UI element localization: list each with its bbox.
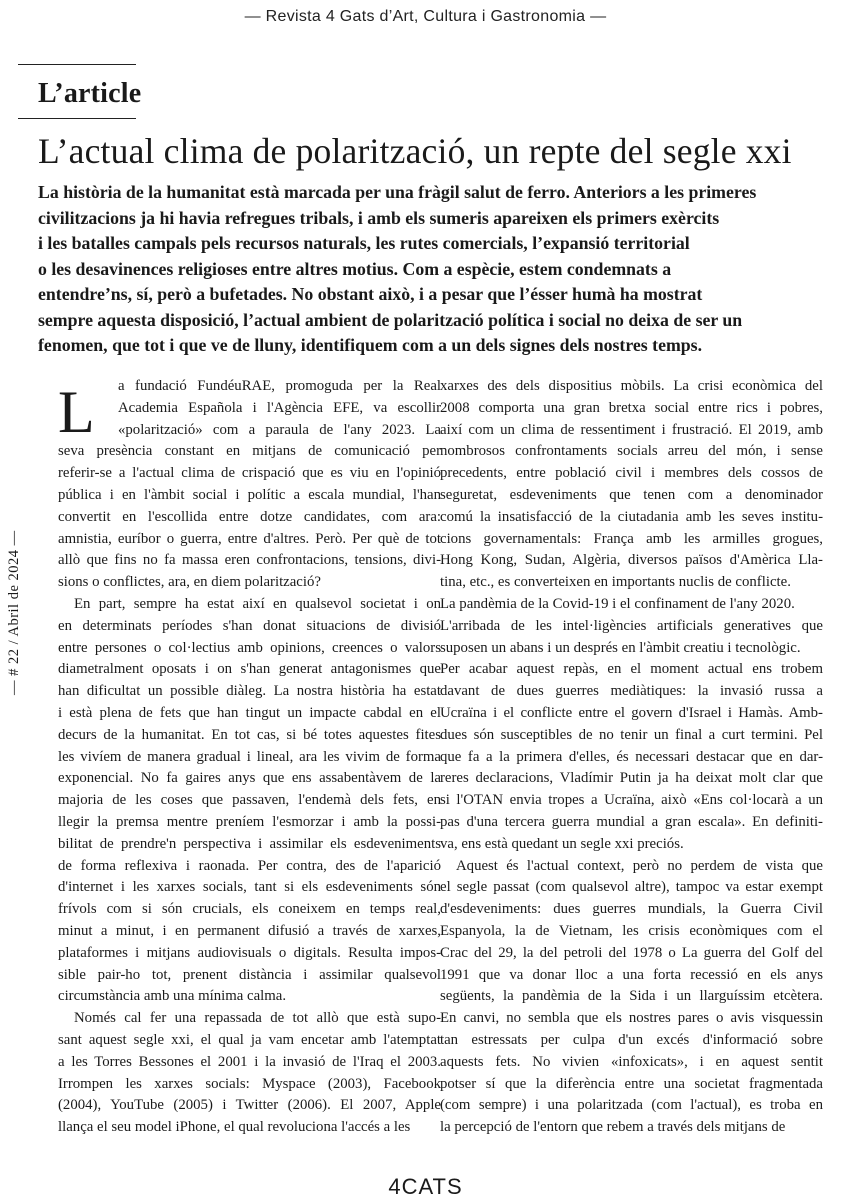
body-line: que fa a la primera d'elles, és necessari destacar que en dar- bbox=[440, 748, 823, 765]
standfirst-line: fenomen, que tot i que ve de lluny, identifiquem com a un dels signes dels nostres temps. bbox=[38, 335, 703, 355]
standfirst-line: civilitzacions ja hi havia refregues tribals, i amb els sumeris apareixen els primers exèrcits bbox=[38, 207, 720, 228]
body-line: a fundació FundéuRAE, promoguda per la Real bbox=[118, 378, 441, 394]
body-line: En part, sempre ha estat així en qualsevol societat i on bbox=[74, 595, 441, 612]
body-line: seguretat, esdeveniments que tenen com a denominador bbox=[440, 486, 823, 503]
body-line: plataformes i mitjans audiovisuals o digitals. Resulta impos- bbox=[58, 944, 441, 961]
body-line: 1991 que va donar lloc a una forta recessió en els anys bbox=[440, 966, 823, 983]
body-line: pas d'una tercera guerra mundial a gran escala». En definiti- bbox=[440, 813, 823, 830]
body-column-left bbox=[58, 376, 441, 1139]
issue-date-label: — # 22 / Abril de 2024 — bbox=[6, 530, 22, 695]
body-line: han dificultat un possible diàleg. La nostra història ha estat bbox=[58, 683, 441, 700]
body-line: seva presència constant en mitjans de comunicació per bbox=[58, 443, 441, 460]
body-line: precedents, entre població civil i membres dels cossos de bbox=[440, 465, 823, 482]
section-rule-top bbox=[18, 64, 136, 65]
masthead: — Revista 4 Gats d’Art, Cultura i Gastronomia — bbox=[244, 8, 607, 25]
body-line: aquests fets. No vivien «infoxicats», i en aquest sentit bbox=[440, 1053, 823, 1070]
body-line: sible pair-ho tot, prenent distància i assimilar qualsevol bbox=[58, 966, 441, 983]
body-line: dues són susceptibles de no tenir un final a curt termini. Pel bbox=[440, 726, 823, 743]
body-line: L'arribada de les intel·ligències artificials generatives que bbox=[440, 617, 823, 634]
body-line: majoria de les coses que passaven, l'endemà dels fets, en bbox=[58, 792, 441, 809]
body-line: diametralment oposats i on s'han generat antagonismes que bbox=[58, 661, 441, 678]
body-line: circumstància amb una mínima calma. bbox=[58, 988, 287, 1005]
body-line: Només cal fer una repassada de tot allò que està supo- bbox=[74, 1010, 441, 1027]
body-line: Aquest és l'actual context, però no perdem de vista que bbox=[456, 857, 823, 874]
body-line: llegir la premsa mentre preníem l'esmorzar i amb la possi- bbox=[58, 813, 441, 830]
body-line: en determinats períodes s'han donat situacions de divisió bbox=[58, 617, 441, 634]
body-line: la percepció de l'entorn que rebem a través dels mitjans de bbox=[440, 1119, 786, 1136]
body-line: Per acabar aquest repàs, en el moment actual ens trobem bbox=[440, 661, 823, 678]
body-line: davant de dues guerres mediàtiques: la invasió russa a bbox=[440, 683, 823, 700]
body-line: cions governamentals: França amb les armilles grogues, bbox=[440, 530, 823, 547]
body-line: minut a minut, i en permanent difusió a través de xarxes, bbox=[58, 922, 441, 939]
body-line: Academia Española i l'Agència EFE, va escollir bbox=[118, 399, 441, 416]
body-line: Irrompen les xarxes socials: Myspace (2003), Facebook bbox=[58, 1075, 441, 1092]
body-line: va, ens està quedant un segle xxi preciós. bbox=[440, 835, 684, 852]
section-label-box bbox=[18, 64, 142, 121]
body-line: suposen un abans i un després en l'àmbit creatiu i tecnològic. bbox=[440, 639, 801, 656]
body-line: següents, la pandèmia de la Sida i un llarguíssim etcètera. bbox=[440, 988, 823, 1005]
body-line: decurs de la humanitat. En tot cas, si bé totes aquestes fites bbox=[58, 726, 441, 743]
body-line: Hong Kong, Sudan, Algèria, diversos països d'Amèrica Lla- bbox=[440, 552, 823, 569]
body-line: 2008 comporta una gran bretxa social entre rics i pobres, bbox=[440, 399, 823, 416]
body-line: frívols com si són crucials, els coneixem en temps real, bbox=[58, 901, 441, 918]
body-line: les vivíem de manera gradual i lineal, ara les vivim de forma bbox=[58, 748, 441, 765]
body-line: exponencial. No fa gaires anys que ens assabentàvem de la bbox=[58, 770, 441, 787]
body-line: i està plena de fets que han tingut un impacte cabdal en el bbox=[58, 704, 441, 721]
body-line: En canvi, no sembla que els nostres pares o avis visquessin bbox=[440, 1010, 823, 1027]
body-line: allò que fins no fa massa eren confrontacions, tensions, divi- bbox=[58, 552, 441, 569]
body-line: convertit en l'escollida entre dotze candidates, com ara: bbox=[58, 508, 441, 525]
body-line: xarxes des dels dispositius mòbils. La crisi econòmica del bbox=[440, 378, 823, 394]
section-rule-bottom bbox=[18, 118, 136, 119]
side-folio bbox=[6, 515, 28, 695]
body-line: d'internet i les xarxes socials, tant si els esdeveniments són bbox=[58, 879, 441, 896]
body-line: el segle passat (com qualsevol altre), tampoc va estar exempt bbox=[440, 879, 823, 896]
body-line: sant aquest segle xxi, el qual ja vam encetar amb l'atemptat bbox=[58, 1031, 441, 1048]
body-line: «polarització» com a paraula de l'any 2023. La bbox=[118, 421, 441, 438]
body-line: a les Torres Bessones el 2001 i la invasió de l'Iraq el 2003. bbox=[58, 1053, 441, 1070]
body-line: sions o conflictes, ara, en diem polarització? bbox=[58, 574, 321, 591]
section-label: L’article bbox=[38, 78, 142, 109]
body-line: La pandèmia de la Covid-19 i el confinament de l'any 2020. bbox=[440, 595, 795, 612]
body-line: (com sempre) i una polaritzada (com l'actual), es troba en bbox=[440, 1097, 823, 1114]
body-line: amnistia, euríbor o guerra, entre d'altres. Però. Per què de tot bbox=[58, 530, 441, 547]
body-line: pública i en l'àmbit social i polític a escala mundial, l'han bbox=[58, 486, 441, 503]
body-line: Espanyola, la de Vietnam, les crisis econòmiques com el bbox=[440, 922, 823, 939]
standfirst-line: entendre’ns, sí, però a bufetades. No obstant això, i a pesar que l’ésser humà ha mostrat bbox=[38, 284, 703, 304]
drop-cap: L bbox=[58, 379, 95, 445]
body-line: potser sí que la diferència entre una societat fragmentada bbox=[440, 1075, 823, 1092]
body-line: Crac del 29, la del petroli del 1978 o La guerra del Golf del bbox=[440, 944, 823, 961]
body-line: tina, etc., es converteixen en importants nuclis de conflicte. bbox=[440, 574, 791, 591]
body-column-right bbox=[440, 376, 823, 1139]
standfirst-line: La història de la humanitat està marcada per una fràgil salut de ferro. Anteriors a les primeres bbox=[38, 182, 757, 202]
standfirst-line: o les desavinences religioses entre altres motius. Com a espècie, estem condemnats a bbox=[38, 258, 672, 279]
body-line: (2004), YouTube (2005) i Twitter (2006). El 2007, Apple bbox=[58, 1097, 441, 1114]
body-line: comú la insatisfacció de la ciutadania amb les seves institu- bbox=[440, 508, 823, 525]
article-headline: L’actual clima de polarització, un repte del segle xxi bbox=[38, 131, 792, 171]
magazine-logo: 4CATS bbox=[388, 1174, 463, 1199]
body-line: així com un clima de ressentiment i frustració. El 2019, amb bbox=[440, 421, 823, 438]
body-line: entre persones o col·lectius amb opinions, creences o valors bbox=[58, 639, 441, 656]
standfirst-line: i les batalles campals pels recursos naturals, les rutes comercials, l’expansió territorial bbox=[38, 233, 690, 253]
body-line: d'esdeveniments: dues guerres mundials, la Guerra Civil bbox=[440, 901, 823, 918]
standfirst-line: sempre aquesta disposició, l’actual ambient de polarització política i social no deixa de ser un bbox=[38, 309, 743, 330]
body-line: de forma reflexiva i raonada. Per contra, des de l'aparició bbox=[58, 857, 441, 874]
body-line: reres declaracions, Vladímir Putin ja ha deixat molt clar que bbox=[440, 770, 823, 787]
body-line: tan estressats per culpa d'un excés d'informació sobre bbox=[440, 1031, 823, 1048]
body-line: nombrosos confrontaments socials arreu del món, i sense bbox=[440, 443, 823, 460]
body-line: Ucraïna i el conflicte entre el govern d'Israel i Hamàs. Amb- bbox=[440, 704, 823, 721]
body-line: bilitat de prendre'n perspectiva i assimilar els esdeveniments bbox=[58, 835, 441, 852]
body-line: llança el seu model iPhone, el qual revoluciona l'accés a les bbox=[58, 1119, 411, 1136]
body-line: referir-se a l'actual clima de crispació que es viu en l'opinió bbox=[58, 465, 441, 482]
body-line: si l'OTAN envia tropes a Ucraïna, això «Ens col·locarà a un bbox=[440, 792, 823, 809]
standfirst bbox=[38, 180, 828, 359]
